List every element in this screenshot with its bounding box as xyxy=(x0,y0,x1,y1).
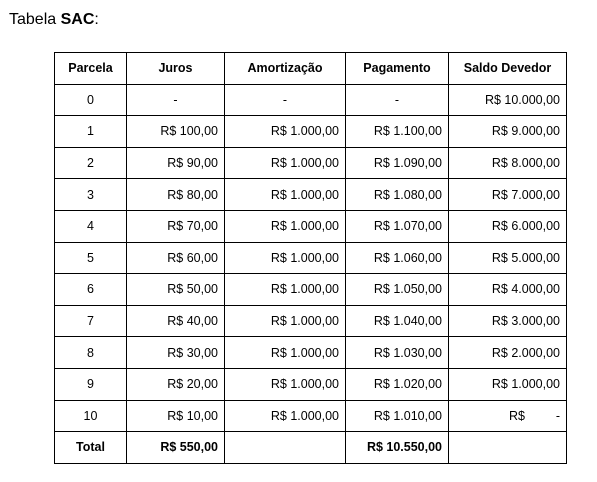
cell-parcela: 6 xyxy=(55,274,127,306)
table-body xyxy=(55,84,567,463)
cell-pagamento: R$ 1.090,00 xyxy=(346,147,449,179)
total-amortizacao xyxy=(225,432,346,464)
total-juros: R$ 550,00 xyxy=(127,432,225,464)
table-row xyxy=(55,116,567,148)
header-row xyxy=(55,53,567,85)
cell-saldo-devedor xyxy=(449,400,567,432)
cell-saldo-devedor: R$ 6.000,00 xyxy=(449,210,567,242)
cell-parcela: 2 xyxy=(55,147,127,179)
header-pagamento: Pagamento xyxy=(346,53,449,85)
cell-parcela: 7 xyxy=(55,305,127,337)
table-row xyxy=(55,179,567,211)
cell-saldo-devedor: R$ 1.000,00 xyxy=(449,368,567,400)
cell-juros: R$ 20,00 xyxy=(127,368,225,400)
cell-saldo-devedor: R$ 5.000,00 xyxy=(449,242,567,274)
saldo-zero-text: R$ xyxy=(509,408,525,423)
heading-bold: SAC xyxy=(60,11,95,28)
cell-parcela: 3 xyxy=(55,179,127,211)
saldo-zero xyxy=(455,409,560,423)
cell-amortizacao: R$ 1.000,00 xyxy=(225,337,346,369)
header-amortizacao: Amortização xyxy=(225,53,346,85)
cell-amortizacao: - xyxy=(225,84,346,116)
cell-juros: R$ 100,00 xyxy=(127,116,225,148)
cell-pagamento: R$ 1.040,00 xyxy=(346,305,449,337)
cell-amortizacao: R$ 1.000,00 xyxy=(225,210,346,242)
cell-parcela: 1 xyxy=(55,116,127,148)
cell-amortizacao: R$ 1.000,00 xyxy=(225,400,346,432)
table-row xyxy=(55,84,567,116)
heading-suffix: : xyxy=(94,11,99,28)
cell-pagamento: R$ 1.030,00 xyxy=(346,337,449,369)
cell-saldo-devedor: R$ 4.000,00 xyxy=(449,274,567,306)
sac-table xyxy=(54,52,567,464)
table-heading xyxy=(9,9,99,31)
total-saldo-devedor xyxy=(449,432,567,464)
saldo-zero-dash: - xyxy=(555,408,560,423)
cell-pagamento: R$ 1.060,00 xyxy=(346,242,449,274)
cell-juros: R$ 50,00 xyxy=(127,274,225,306)
header-parcela: Parcela xyxy=(55,53,127,85)
cell-pagamento: - xyxy=(346,84,449,116)
cell-saldo-devedor: R$ 10.000,00 xyxy=(449,84,567,116)
total-label: Total xyxy=(55,432,127,464)
cell-pagamento: R$ 1.010,00 xyxy=(346,400,449,432)
cell-amortizacao: R$ 1.000,00 xyxy=(225,116,346,148)
cell-parcela: 0 xyxy=(55,84,127,116)
cell-amortizacao: R$ 1.000,00 xyxy=(225,274,346,306)
cell-saldo-devedor: R$ 9.000,00 xyxy=(449,116,567,148)
cell-pagamento: R$ 1.020,00 xyxy=(346,368,449,400)
table-header xyxy=(55,53,567,85)
cell-saldo-devedor: R$ 3.000,00 xyxy=(449,305,567,337)
cell-amortizacao: R$ 1.000,00 xyxy=(225,242,346,274)
table-row xyxy=(55,368,567,400)
table-row xyxy=(55,337,567,369)
cell-pagamento: R$ 1.070,00 xyxy=(346,210,449,242)
heading-prefix: Tabela xyxy=(9,11,61,28)
cell-parcela: 4 xyxy=(55,210,127,242)
cell-juros: R$ 60,00 xyxy=(127,242,225,274)
cell-parcela: 10 xyxy=(55,400,127,432)
cell-saldo-devedor: R$ 7.000,00 xyxy=(449,179,567,211)
cell-parcela: 8 xyxy=(55,337,127,369)
header-saldo-devedor: Saldo Devedor xyxy=(449,53,567,85)
total-pagamento: R$ 10.550,00 xyxy=(346,432,449,464)
table-row xyxy=(55,147,567,179)
cell-pagamento: R$ 1.100,00 xyxy=(346,116,449,148)
table-row xyxy=(55,400,567,432)
cell-amortizacao: R$ 1.000,00 xyxy=(225,305,346,337)
header-juros: Juros xyxy=(127,53,225,85)
total-row xyxy=(55,432,567,464)
table-row xyxy=(55,305,567,337)
cell-saldo-devedor: R$ 2.000,00 xyxy=(449,337,567,369)
table-row xyxy=(55,242,567,274)
table-row xyxy=(55,274,567,306)
cell-juros: R$ 10,00 xyxy=(127,400,225,432)
cell-parcela: 9 xyxy=(55,368,127,400)
cell-amortizacao: R$ 1.000,00 xyxy=(225,368,346,400)
cell-amortizacao: R$ 1.000,00 xyxy=(225,179,346,211)
cell-juros: R$ 90,00 xyxy=(127,147,225,179)
cell-juros: R$ 40,00 xyxy=(127,305,225,337)
cell-pagamento: R$ 1.050,00 xyxy=(346,274,449,306)
cell-parcela: 5 xyxy=(55,242,127,274)
cell-juros: R$ 30,00 xyxy=(127,337,225,369)
cell-juros: R$ 70,00 xyxy=(127,210,225,242)
cell-juros: R$ 80,00 xyxy=(127,179,225,211)
table-row xyxy=(55,210,567,242)
cell-juros: - xyxy=(127,84,225,116)
cell-amortizacao: R$ 1.000,00 xyxy=(225,147,346,179)
cell-pagamento: R$ 1.080,00 xyxy=(346,179,449,211)
cell-saldo-devedor: R$ 8.000,00 xyxy=(449,147,567,179)
